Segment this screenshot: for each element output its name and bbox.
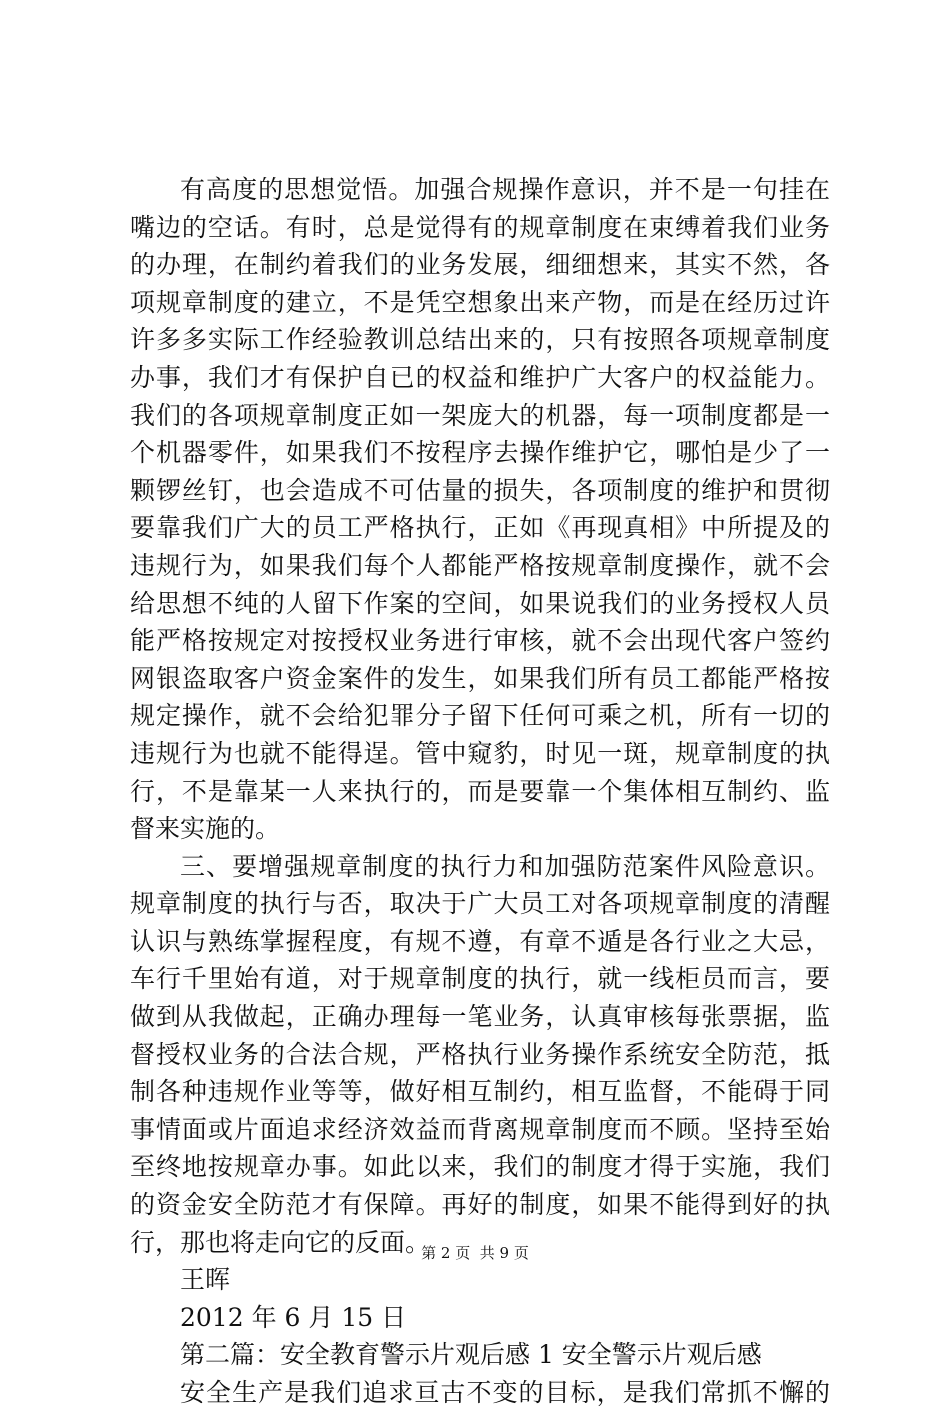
text-line: 至终地按规章办事。如此以来，我们的制度才得于实施，我们 — [130, 1152, 830, 1182]
text-line: 违规行为，如果我们每个人都能严格按规章制度操作，就不会 — [130, 550, 830, 580]
text-line: 办事，我们才有保护自已的权益和维护广大客户的权益能力。 — [130, 362, 830, 392]
text-line: 给思想不纯的人留下作案的空间，如果说我们的业务授权人员 — [130, 588, 830, 618]
text-line: 嘴边的空话。有时，总是觉得有的规章制度在束缚着我们业务 — [130, 212, 830, 242]
text-line: 颗锣丝钉，也会造成不可估量的损失，各项制度的维护和贯彻 — [130, 475, 830, 505]
text-line: 规定操作，就不会给犯罪分子留下任何可乘之机，所有一切的 — [130, 701, 830, 731]
text-line: 违规行为也就不能得逞。管中窥豹，时见一斑，规章制度的执 — [130, 738, 830, 768]
text-line: 的资金安全防范才有保障。再好的制度，如果不能得到好的执 — [130, 1190, 830, 1220]
text-line: 个机器零件，如果我们不按程序去操作维护它，哪怕是少了一 — [130, 438, 830, 468]
text-line: 能严格按规定对按授权业务进行审核，就不会出现代客户签约 — [130, 626, 830, 656]
document-body — [130, 171, 830, 1412]
text-line: 安全生产是我们追求亘古不变的目标，是我们常抓不懈的 — [180, 1378, 830, 1407]
text-line: 许多多实际工作经验教训总结出来的，只有按照各项规章制度 — [130, 325, 830, 355]
text-line: 2012 年 6 月 15 日 — [180, 1302, 407, 1332]
text-line: 制各种违规作业等等，做好相互制约，相互监督，不能碍于同 — [130, 1077, 830, 1107]
page-number-label: 第 2 页 共 9 页 — [421, 1244, 529, 1262]
text-line: 事情面或片面追求经济效益而背离规章制度而不顾。坚持至始 — [130, 1114, 830, 1144]
text-line: 项规章制度的建立，不是凭空想象出来产物，而是在经历过许 — [130, 287, 830, 317]
text-line: 第二篇：安全教育警示片观后感 1 安全警示片观后感 — [180, 1340, 762, 1370]
text-line: 行，不是靠某一人来执行的，而是要靠一个集体相互制约、监 — [130, 776, 830, 806]
text-line: 认识与熟练掌握程度，有规不遵，有章不遁是各行业之大忌， — [130, 926, 830, 956]
text-line: 王晖 — [180, 1265, 231, 1295]
text-line: 做到从我做起，正确办理每一笔业务，认真审核每张票据，监 — [130, 1002, 830, 1032]
text-line: 要靠我们广大的员工严格执行，正如《再现真相》中所提及的 — [130, 513, 830, 543]
text-line: 我们的各项规章制度正如一架庞大的机器，每一项制度都是一 — [130, 400, 830, 430]
text-line: 三、要增强规章制度的执行力和加强防范案件风险意识。 — [180, 851, 830, 881]
text-line: 行，那也将走向它的反面。 — [130, 1227, 431, 1257]
text-line: 的办理，在制约着我们的业务发展，细细想来，其实不然，各 — [130, 250, 830, 280]
text-line: 有高度的思想觉悟。加强合规操作意识，并不是一句挂在 — [180, 175, 830, 204]
text-line: 督来实施的。 — [130, 814, 281, 844]
text-line: 网银盗取客户资金案件的发生，如果我们所有员工都能严格按 — [130, 663, 830, 693]
text-line: 车行千里始有道，对于规章制度的执行，就一线柜员而言，要 — [130, 964, 830, 994]
page-footer — [0, 1242, 950, 1263]
text-line: 规章制度的执行与否，取决于广大员工对各项规章制度的清醒 — [130, 889, 830, 919]
text-line: 督授权业务的合法合规，严格执行业务操作系统安全防范，抵 — [130, 1039, 830, 1069]
